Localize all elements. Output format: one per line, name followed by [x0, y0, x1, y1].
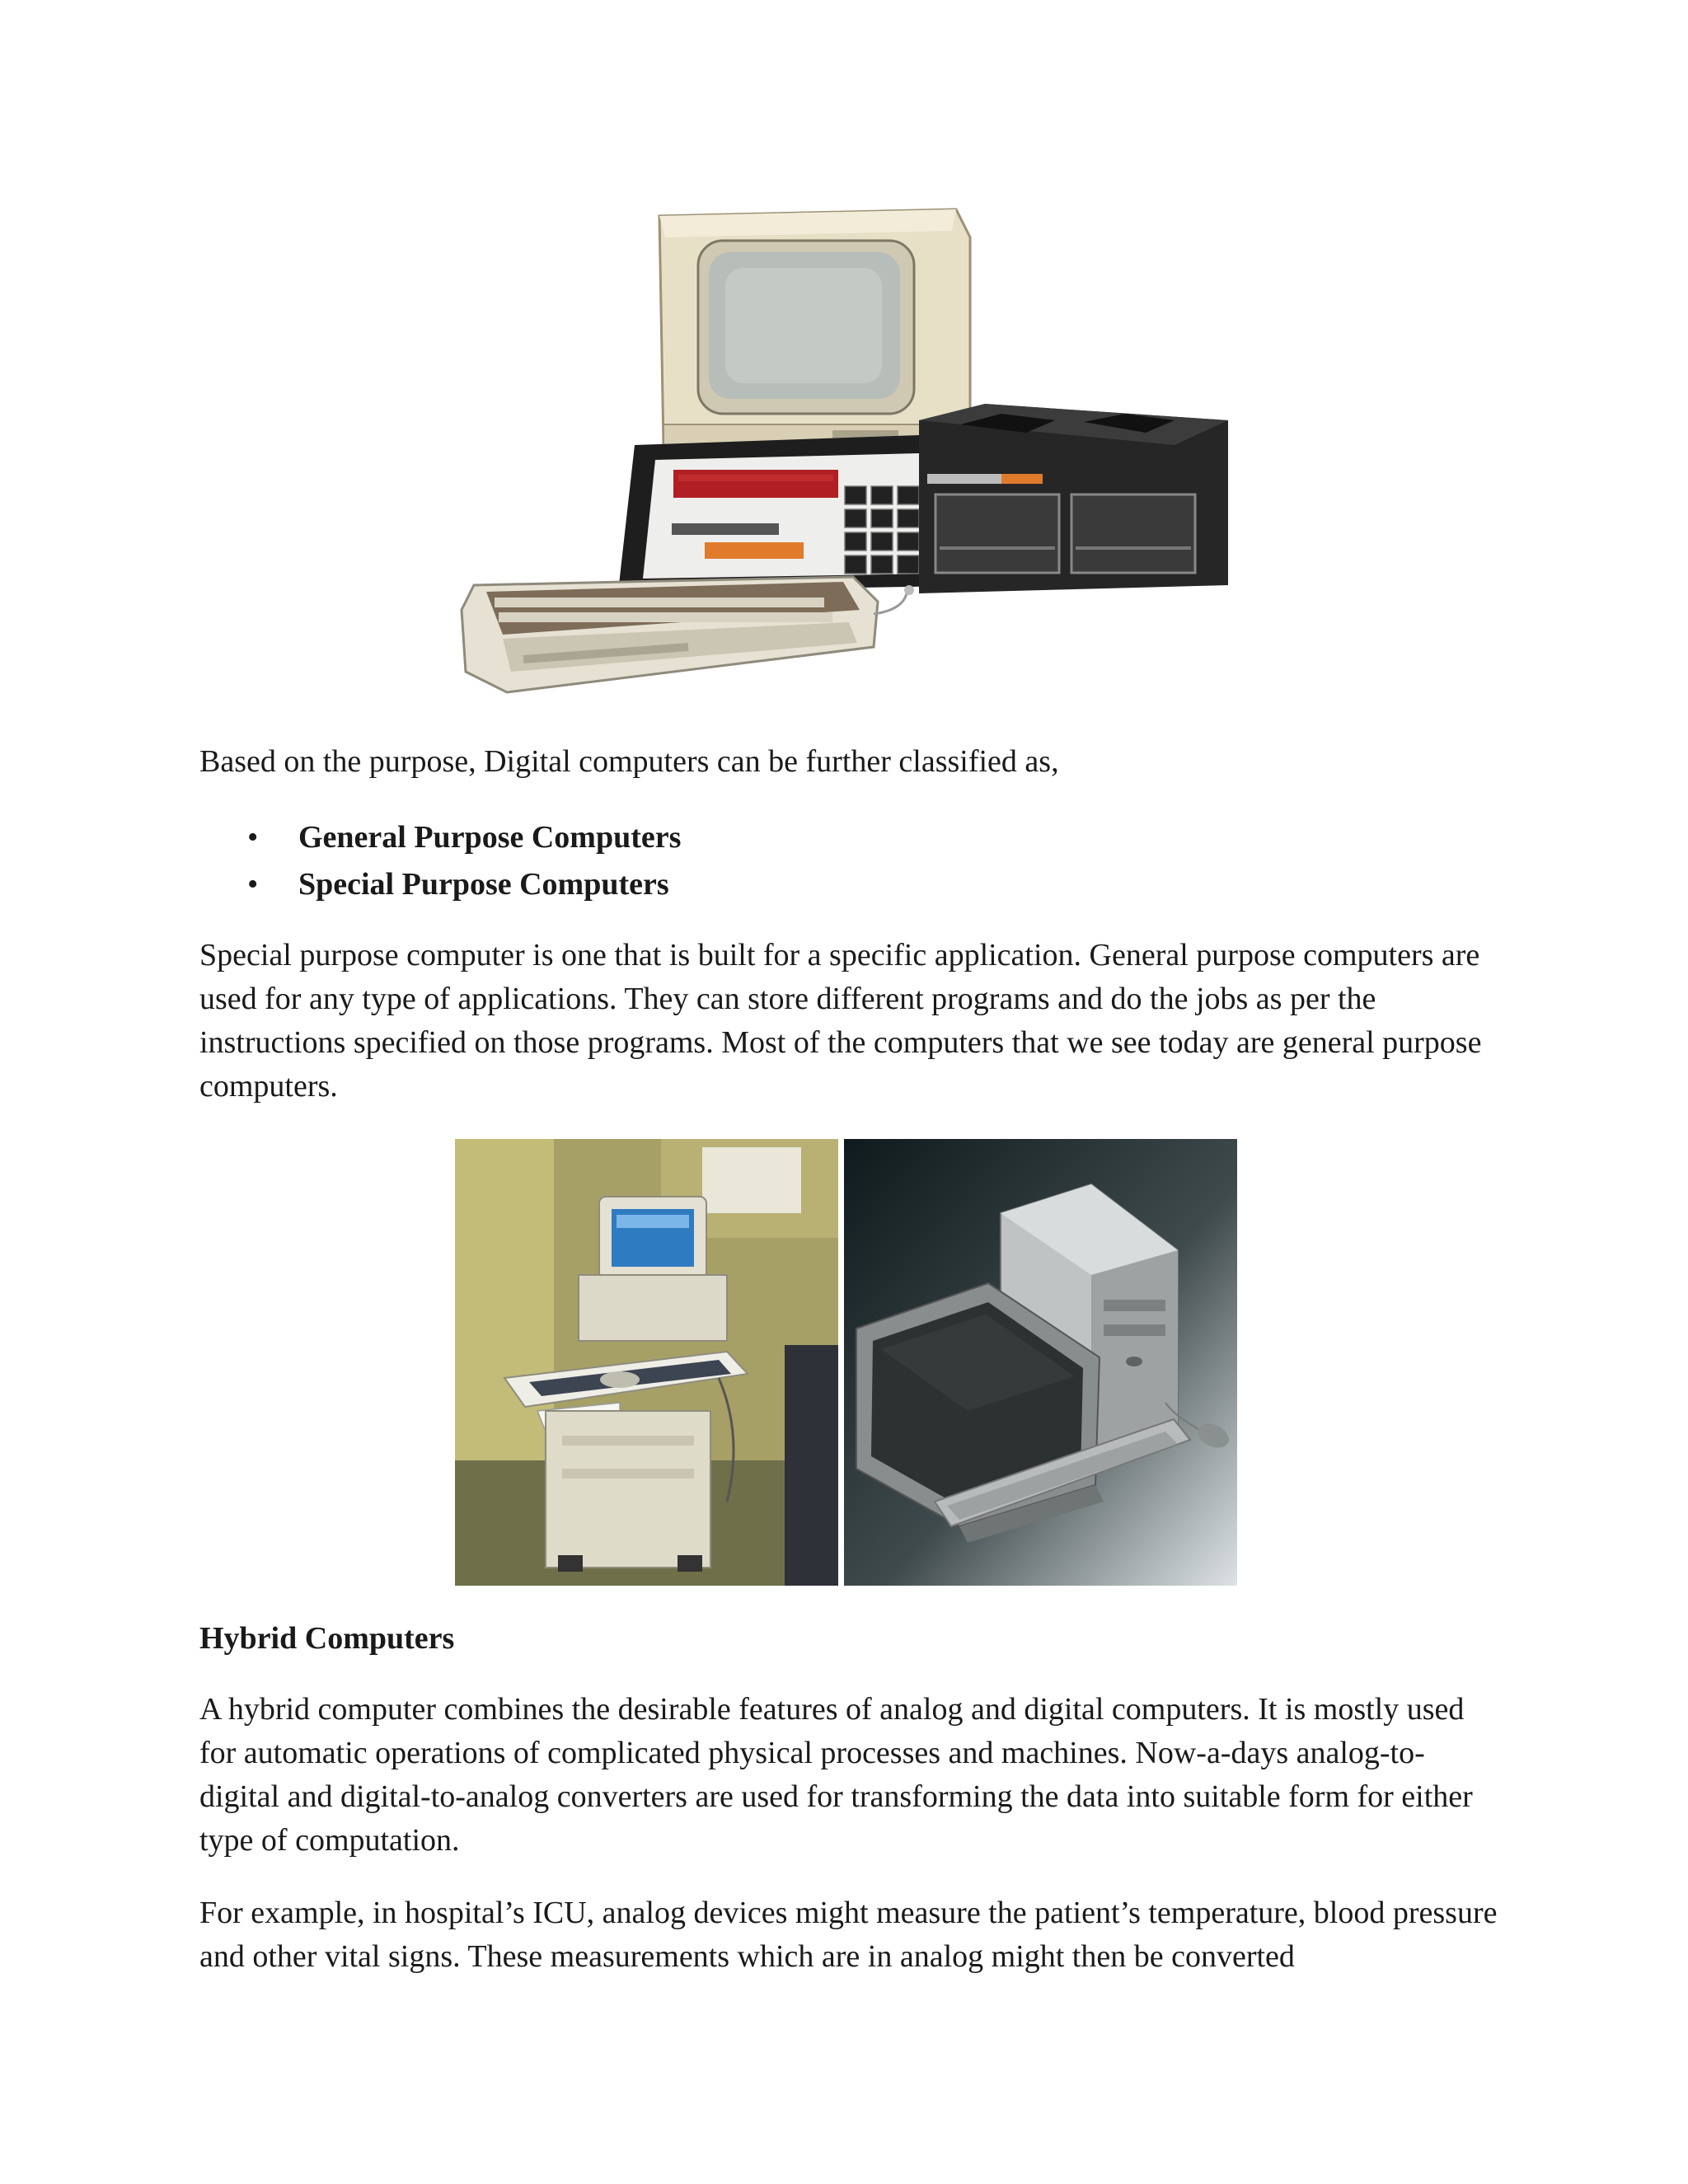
desktop-pc-photo-icon [844, 1139, 1237, 1586]
general-purpose-pc-figure [844, 1139, 1237, 1586]
list-item: • General Purpose Computers [199, 814, 681, 861]
hybrid-computers-heading: Hybrid Computers [199, 1621, 455, 1656]
intro-paragraph: Based on the purpose, Digital computers can be further classified as, [199, 744, 1059, 779]
list-item: • Special Purpose Computers [199, 861, 681, 908]
hybrid-paragraph-2: For example, in hospital’s ICU, analog devices might measure the patient’s temperature, blood pressure and other vital signs. These measurements which are in analog might then be converted [199, 1896, 1498, 1974]
special-purpose-machine-figure [455, 1139, 838, 1586]
vintage-computer-photo-icon [457, 198, 1240, 717]
vintage-computer-figure [457, 198, 1240, 717]
hybrid-paragraph-1: A hybrid computer combines the desirable features of analog and digital computers. It is mostly used for automatic operations of complicated physical processes and machines. Now-a-days analog-to-digital and digital-to-analog converters are used for transforming the data into suitable form for either type of computation. [199, 1692, 1473, 1858]
purpose-paragraph: Special purpose computer is one that is built for a specific application. General purpose computers are used for any type of applications. They can store different programs and do the jobs as per the instructions specified on those programs. Most of the computers that we see today are general purpose computers. [199, 938, 1482, 1104]
ultrasound-machine-photo-icon [455, 1139, 838, 1586]
classification-list [199, 814, 681, 908]
